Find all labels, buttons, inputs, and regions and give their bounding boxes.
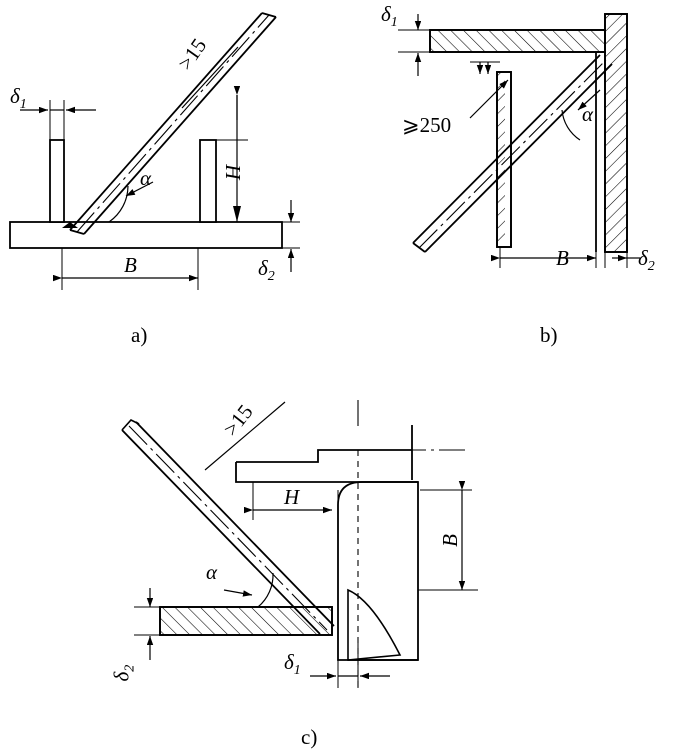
label-B-a: B [124, 253, 137, 277]
label-gap-a: >15 [172, 33, 212, 75]
panel-b-geometry [398, 14, 640, 268]
label-delta1-b: $\delta_1$ [381, 2, 398, 31]
caption-c: c) [301, 725, 318, 749]
caption-a: a) [131, 323, 148, 347]
label-gap-c: >15 [218, 399, 258, 441]
label-H-a: H [221, 164, 246, 181]
label-delta2-c: $\delta_2$ [109, 664, 138, 682]
label-alpha-a: α [140, 166, 152, 190]
label-H-c: H [284, 485, 300, 509]
panel-a-geometry [10, 13, 300, 290]
label-alpha-b: α [582, 102, 594, 126]
label-delta1-c: $\delta_1$ [284, 650, 301, 679]
label-length-b: ⩾250 [402, 113, 452, 137]
label-B-b: B [556, 246, 569, 270]
label-alpha-c: α [206, 560, 218, 584]
caption-b: b) [540, 323, 558, 347]
label-delta2-b: $\delta_2$ [638, 246, 655, 275]
label-delta2-a: $\delta_2$ [258, 256, 275, 285]
label-B-c: B [437, 534, 462, 547]
panel-c-geometry [122, 400, 478, 690]
label-delta1-a: $\delta_1$ [10, 84, 27, 113]
